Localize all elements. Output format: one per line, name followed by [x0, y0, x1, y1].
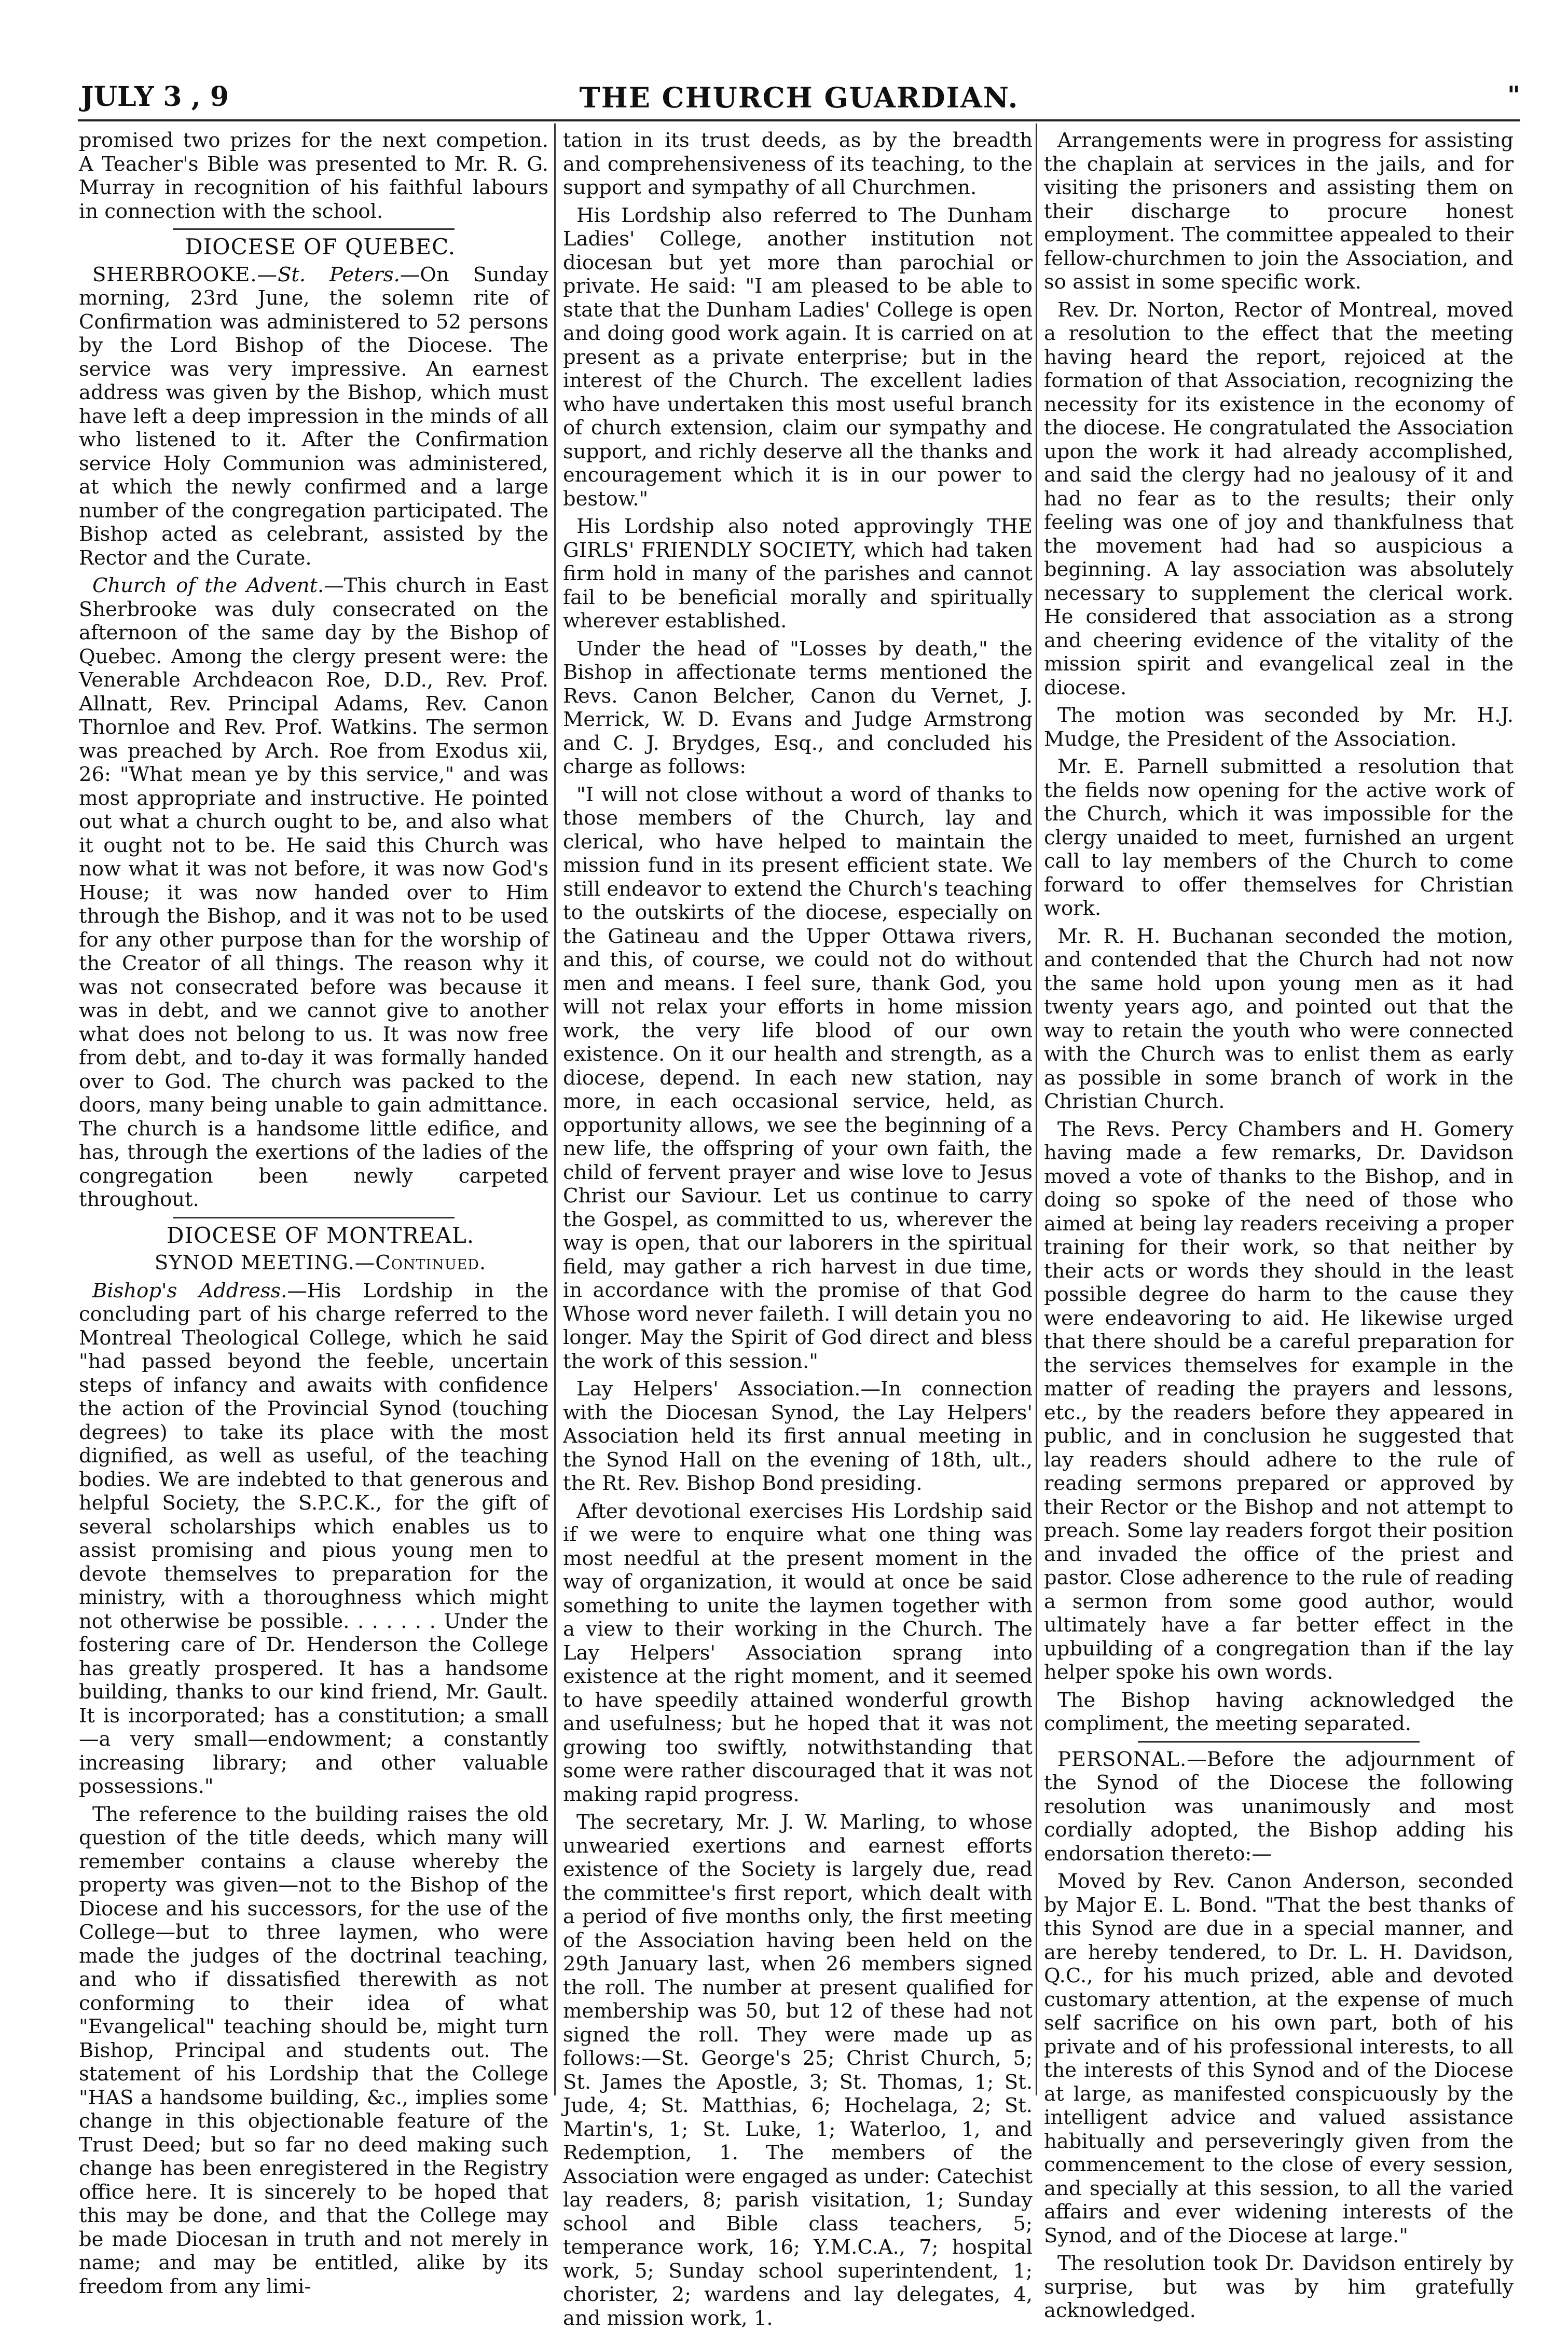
paragraph-text: —This church in East Sherbrooke was duly consecrated on the afternoon of the same day by the Bishop of Quebec. Among the clergy present were: the Venerable Archdeacon Roe, D.D., Rev. Prof. Allnatt, Rev. Principal Adams, Rev. Canon Thornloe and Rev. Prof. Watkins. The sermon was preached by Arch. Roe from Exodus xii, 26: "What mean ye by this service," and was most appropriate and instructive. He pointed out what a church ought to be, and also what it ought not to be. He said this Church was now what it was not before, it was now God's House; it was now handed over to Him through the Bishop, and it was not to be used for any other purpose than for the worship of the Creator of all things. The reason why it was not consecrated before was because it was in debt, and we cannot give to another what does not belong to us. It was now free from debt, and to-day it was formally handed over to God. The church was packed to the doors, many being unable to gain admittance. The church is a handsome little edifice, and has, through the exertions of the ladies of the congregation been newly carpeted throughout. [79, 574, 549, 1211]
section-divider [1138, 1741, 1420, 1743]
paragraph: The Bishop having acknowledged the compliment, the meeting separated. [1044, 1688, 1514, 1735]
paragraph-lead: PERSONAL. [1057, 1747, 1187, 1771]
paragraph: The Revs. Percy Chambers and H. Gomery having made a few remarks, Dr. Davidson moved a vote of thanks to the Bishop, and in doing so spoke of the need of those who aimed at being lay readers receiving a proper training for their work, so that neither by their acts or words they should in the least possible degree do harm to the cause they were endeavoring to aid. He likewise urged that there should be a careful preparation for the services themselves for example in the matter of reading the prayers and lessons, etc., by the readers before they appeared in public, and in conclusion he suggested that lay readers should adhere to the rule of reading sermons prepared or approved by their Rector or the Bishop and not attempt to preach. Some lay readers forgot their position and invaded the office of the priest and pastor. Close adherence to the rule of reading a sermon from some good author, would ultimately have a far better effect in the upbuilding of a congregation than if the lay helper spoke his own words. [1044, 1117, 1514, 1684]
section-heading-quebec: DIOCESE OF QUEBEC. [185, 234, 456, 259]
paragraph-text: —On Sunday morning, 23rd June, the solemn rite of Confirmation was administered to 52 persons by the Lord Bishop of the Diocese. The service was very impressive. An earnest address was given by the Bishop, which must have left a deep impression in the minds of all who listened to it. After the Confirmation service Holy Communion was administered, at which the newly confirmed and a large number of the congregation participated. The Bishop acted as celebrant, assisted by the Rector and the Curate. [79, 263, 548, 570]
subheading-synod: SYNOD MEETING.—Continued. [154, 1251, 487, 1274]
column-left [79, 129, 549, 2298]
paragraph: The secretary, Mr. J. W. Marling, to whose unwearied exertions and earnest efforts existence of the Society is largely due, read the committee's first report, which dealt with a period of five months only, the first meeting of the Association having been held on the 29th January last, when 26 members signed the roll. The number at present qualified for membership was 50, but 12 of these had not signed the roll. They were made up as follows:—St. George's 25; Christ Church, 5; St. James the Apostle, 3; St. Thomas, 1; St. Jude, 4; St. Matthias, 6; Hochelaga, 2; St. Martin's, 1; St. Luke, 1; Waterloo, 1, and Redemption, 1. The members of the Association were engaged as under: Catechist lay readers, 8; parish visitation, 1; Sunday school and Bible class teachers, 5; temperance work, 16; Y.M.C.A., 7; hospital work, 5; Sunday school superintendent, 1; chorister, 2; wardens and lay delegates, 4, and mission work, 1. [563, 1811, 1033, 2330]
paragraph: Mr. R. H. Buchanan seconded the motion, and contended that the Church had not now the same hold upon young men as it had twenty years ago, and pointed out that the way to retain the youth who were connected with the Church was to enlist them as early as possible in some branch of work in the Christian Church. [1044, 924, 1514, 1113]
paragraph-bishop-address [79, 1279, 548, 1799]
paragraph: His Lordship also referred to The Dunham Ladies' College, another institution not diocesan but yet more than parochial or private. He said: "I am pleased to be able to state that the Dunham Ladies' College is open and doing good work again. It is carried on at present as a private enterprise; but in the interest of the Church. The excellent ladies who have undertaken this most useful branch of church extension, claim our sympathy and support, and richly deserve all the thanks and encouragement which it is in our power to bestow." [563, 203, 1033, 511]
issue-date: JULY 3 , 9 [81, 81, 229, 113]
paragraph: Under the head of "Losses by death," the Bishop in affectionate terms mentioned the Revs. Canon Belcher, Canon du Vernet, J. Merrick, W. D. Evans and Judge Armstrong and C. J. Brydges, Esq., and concluded his charge as follows: [563, 637, 1033, 778]
section-divider [173, 228, 455, 230]
paragraph: His Lordship also noted approvingly THE GIRLS' FRIENDLY SOCIETY, which had taken firm hold in many of the parishes and cannot fail to be beneficial morally and spiritually wherever established. [563, 515, 1033, 633]
paragraph-text: —Before the adjournment of the Synod of the Diocese the following resolution was unanimously and most cordially adopted, the Bishop adding his endorsation thereto:— [1044, 1747, 1514, 1866]
page-header [78, 78, 1520, 121]
paragraph: After devotional exercises His Lordship said if we were to enquire what one thing was most needful at the present moment in the way of organization, it would at once be said something to unite the laymen together with a view to their working in the Church. The Lay Helpers' Association sprang into existence at the right moment, and it seemed to have speedily attained wonderful growth and usefulness; but he hoped that it was not growing too swiftly, notwithstanding that some were rather discouraged that it was not making rapid progress. [563, 1499, 1033, 1806]
page-number: " [1507, 81, 1520, 110]
paragraph: Mr. E. Parnell submitted a resolution that the fields now opening for the active work of the Church, which it was impossible for the clergy unaided to meet, furnished an urgent call to lay members of the Church to come forward to offer themselves for Christian work. [1044, 755, 1514, 920]
place-lead: SHERBROOKE.— [92, 263, 278, 286]
column-middle [563, 129, 1033, 2330]
paragraph-lead: Bishop's Address. [92, 1279, 287, 1303]
paragraph: The reference to the building raises the old question of the title deeds, which many will remember contains a clause whereby the property was given—not to the Bishop of the Diocese and his successors, for the use of the College—but to three laymen, who were made the judges of the doctrinal teaching, and who if dissatisfied therewith as not conforming to their idea of what "Evangelical" teaching should be, might turn Bishop, Principal and students out. The statement of his Lordship that the College "HAS a handsome building, &c., implies some change in this objectionable feature of the Trust Deed; but so far no deed making such change has been enregistered in the Registry office here. It is sincerely to be hoped that this may be done, and that the College may be made Diocesan in truth and not merely in name; and may be entitled, alike by its freedom from any limi- [79, 1802, 548, 2298]
paragraph: Arrangements were in progress for assisting the chaplain at services in the jails, and for visiting the prisoners and assisting them on their discharge to procure honest employment. The committee appealed to their fellow-churchmen to join the Association, and so assist in some specific work. [1044, 129, 1514, 294]
paragraph-lay-helpers: Lay Helpers' Association.—In connection with the Diocesan Synod, the Lay Helpers' Association held its first annual meeting in the Synod Hall on the evening of 18th, ult., the Rt. Rev. Bishop Bond presiding. [563, 1377, 1033, 1495]
paragraph-personal [1044, 1748, 1514, 1866]
paragraph-resolution: Moved by Rev. Canon Anderson, seconded by Major E. L. Bond. "That the best thanks of this Synod are due in a special manner, and are hereby tendered, to Dr. L. H. Davidson, Q.C., for his much prized, able and devoted customary attention, at the expense of much self sacrifice on his own part, both of his private and of his professional interests, to all the interests of this Synod and of the Diocese at large, as manifested conspicuously by the intelligent advice and valued assistance habitually and perseveringly given from the commencement to the close of every session, and specially at this session, to all the varied affairs and ever widening interests of the Synod, and of the Diocese at large." [1044, 1870, 1514, 2247]
paragraph: The resolution took Dr. Davidson entirely by surprise, but was by him gratefully acknowledged. [1044, 2252, 1514, 2322]
paragraph-sherbrooke [79, 263, 548, 570]
paragraph: promised two prizes for the next competion. A Teacher's Bible was presented to Mr. R. G. Murray in recognition of his faithful labours in connection with the school. [79, 129, 548, 223]
column-rule [1036, 124, 1037, 2095]
column-right [1044, 129, 1514, 2322]
paragraph: tation in its trust deeds, as by the breadth and comprehensiveness of its teaching, to the support and sympathy of all Churchmen. [563, 129, 1033, 199]
paragraph-text: —His Lordship in the concluding part of his charge referred to the Montreal Theological College, which he said "had passed beyond the feeble, uncertain steps of infancy and awaits with confidence the action of the Provincial Synod (touching degrees) to take its place with the most dignified, as well as useful, of the teaching bodies. We are indebted to that generous and helpful Society, the S.P.C.K., for the gift of several scholarships which enables us to assist promising and pious young men to devote themselves to preparation for the ministry, with a thoroughness which might not otherwise be possible. . . . . . . Under the fostering care of Dr. Henderson the College has greatly prospered. It has a handsome building, thanks to our kind friend, Mr. Gault. It is incorporated; has a constitution; a small—a very small—endowment; a constantly increasing library; and other valuable possessions." [79, 1279, 548, 1798]
parish-lead: Church of the Advent. [92, 574, 324, 597]
paragraph-advent [79, 574, 548, 1212]
section-heading-montreal: DIOCESE OF MONTREAL. [166, 1222, 475, 1248]
column-rule [554, 124, 556, 2095]
paragraph: The motion was seconded by Mr. H.J. Mudge, the President of the Association. [1044, 704, 1514, 751]
paragraph: Rev. Dr. Norton, Rector of Montreal, moved a resolution to the effect that the meeting having heard the report, rejoiced at the formation of that Association, recognizing the necessity for its existence in the economy of the diocese. He congratulated the Association upon the work it had already accomplished, and said the clergy had no jealousy of it and had no fear as to the results; their only feeling was one of joy and thankfulness that the movement had had so auspicious a beginning. A lay association was absolutely necessary to supplement the clerical work. He considered that association as a strong and cheering evidence of the vitality of the mission spirit and evangelical zeal in the diocese. [1044, 298, 1514, 700]
quotation: "I will not close without a word of thanks to those members of the Church, lay and clerical, who have helped to maintain the mission fund in its present efficient state. We still endeavor to extend the Church's teaching to the outskirts of the diocese, especially on the Gatineau and the Upper Ottawa rivers, and this, of course, we could not do without men and means. I feel sure, thank God, you will not relax your efforts in home mission work, the very life blood of our own existence. On it our health and strength, as a diocese, depend. In each new station, nay more, in each occasional service, held, as opportunity allows, we see the beginning of a new life, the offspring of your own faith, the child of fervent prayer and wise love to Jesus Christ our Saviour. Let us continue to carry the Gospel, as committed to us, wherever the way is open, that our laborers in the spiritual field, may gather a rich harvest in due time, in accordance with the promise of that God Whose word never faileth. I will detain you no longer. May the Spirit of God direct and bless the work of this session." [563, 783, 1033, 1373]
section-divider [173, 1217, 455, 1218]
masthead-title: THE CHURCH GUARDIAN. [579, 81, 1019, 114]
parish-lead: St. Peters. [278, 263, 400, 286]
